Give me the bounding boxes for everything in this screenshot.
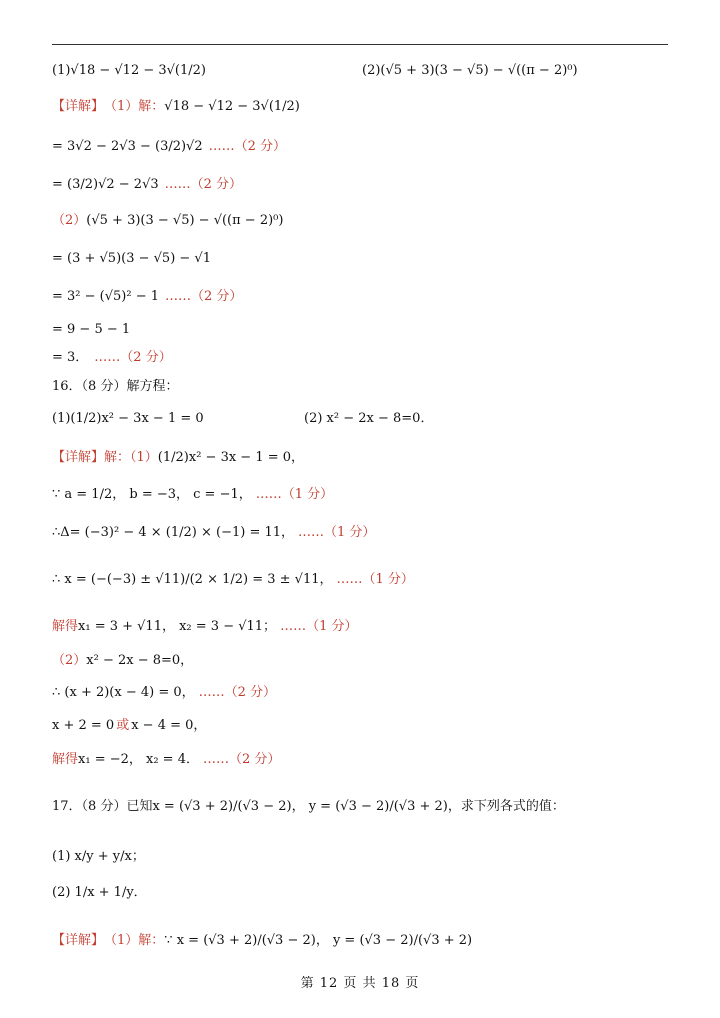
- sol16-root-formula: ∴ x = (−(−3) ± √11)/(2 × 1/2) = 3 ± √11， ……（1 分）: [52, 572, 414, 587]
- q17-title: 17．（8 分）已知 x = (√3 + 2)/(√3 − 2)， y = (√3 − 2)/(√3 + 2)， 求下列各式的值：: [52, 799, 565, 814]
- sol16-result1: 解得 x₁ = 3 + √11， x₂ = 3 − √11； ……（1 分）: [52, 619, 358, 634]
- header-rule: [52, 44, 668, 45]
- q17-part2: (2) 1/x + 1/y．: [52, 885, 147, 900]
- q16-part2: (2) x² − 2x − 8=0．: [304, 411, 434, 426]
- sol16-result2: 解得 x₁ = −2， x₂ = 4． ……（2 分）: [52, 752, 281, 767]
- sol15-header: 【详解】 （1）解： √18 − √12 − 3√(1/2): [52, 99, 300, 114]
- detail-tag: 【详解】: [52, 933, 105, 948]
- q15-part1: (1)√18 − √12 − 3√(1/2): [52, 63, 207, 78]
- detail-tag: 【详解】: [52, 450, 105, 465]
- sol16-cases: x + 2 = 0 或 x − 4 = 0，: [52, 718, 207, 733]
- sol16-factor: ∴ (x + 2)(x − 4) = 0， ……（2 分）: [52, 685, 277, 700]
- sol15-part2: （2） (√5 + 3)(3 − √5) − √((π − 2)⁰): [52, 213, 284, 228]
- q16-title: 16．（8 分）解方程：: [52, 379, 179, 394]
- sol15-step3: = (3 + √5)(3 − √5) − √1: [52, 251, 211, 266]
- q16-part1: (1)(1/2)x² − 3x − 1 = 0: [52, 411, 204, 426]
- sol15-step5: = 9 − 5 − 1: [52, 322, 131, 337]
- sol15-step1: = 3√2 − 2√3 − (3/2)√2 ……（2 分）: [52, 139, 287, 154]
- page-footer: 第 12 页 共 18 页: [300, 976, 420, 991]
- sol16-discriminant: ∴Δ= (−3)² − 4 × (1/2) × (−1) = 11， ……（1 分）: [52, 525, 376, 540]
- q15-part2: (2)(√5 + 3)(3 − √5) − √((π − 2)⁰): [362, 63, 578, 78]
- sol15-step6: = 3． ……（2 分）: [52, 350, 172, 365]
- q17-part1: (1) x/y + y/x；: [52, 849, 145, 864]
- detail-tag: 【详解】: [52, 99, 105, 114]
- sol16-coefficients: ∵ a = 1/2， b = −3， c = −1， ……（1 分）: [52, 487, 334, 502]
- sol15-step4: = 3² − (√5)² − 1 ……（2 分）: [52, 289, 243, 304]
- sol15-step2: = (3/2)√2 − 2√3 ……（2 分）: [52, 177, 243, 192]
- sol16-part2: （2） x² − 2x − 8=0，: [52, 653, 194, 668]
- sol17-header: 【详解】 （1）解： ∵ x = (√3 + 2)/(√3 − 2)， y = (√3 − 2)/(√3 + 2): [52, 933, 473, 948]
- sol16-header: 【详解】 解：（1） (1/2)x² − 3x − 1 = 0，: [52, 450, 305, 465]
